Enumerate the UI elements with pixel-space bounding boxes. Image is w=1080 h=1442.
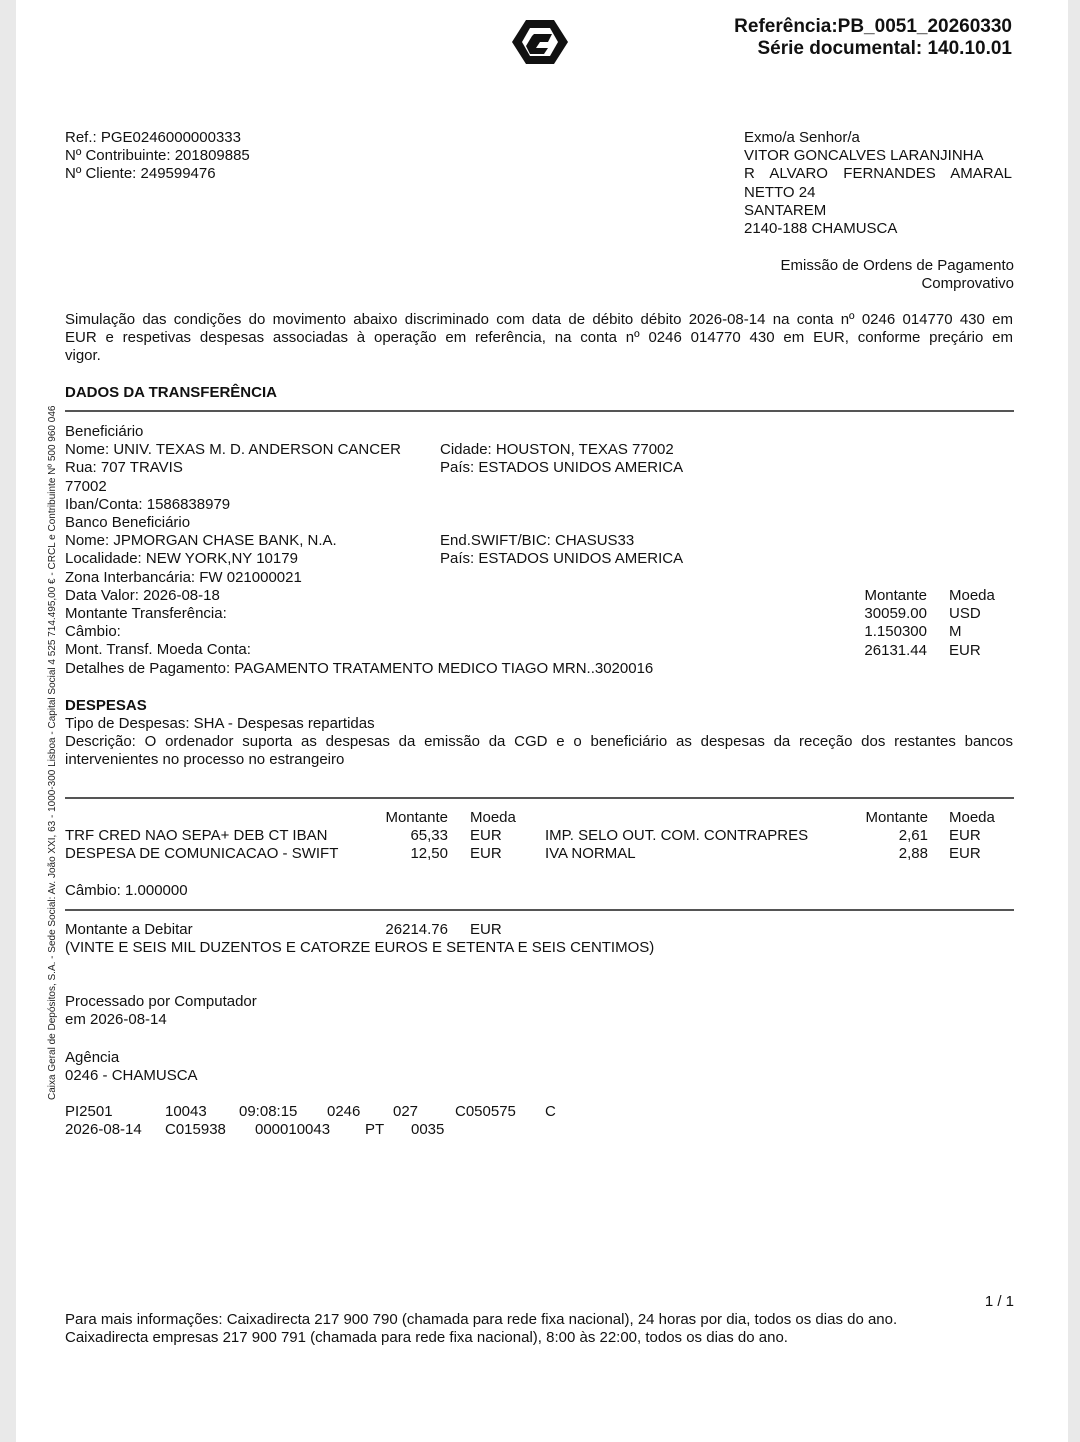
expense-currency: EUR <box>470 845 502 863</box>
expense-currency: EUR <box>949 845 981 863</box>
doc-type-line1: Emissão de Ordens de Pagamento <box>780 257 1014 274</box>
expense-row-label: TRF CRED NAO SEPA+ DEB CT IBAN <box>65 827 328 844</box>
code-cell: C <box>545 1103 556 1120</box>
expense-left-labels <box>65 827 338 863</box>
expense-amount: 12,50 <box>410 845 448 863</box>
document-type <box>781 257 1014 293</box>
transfer-section-title: DADOS DA TRANSFERÊNCIA <box>65 384 277 401</box>
recipient-city: SANTAREM <box>744 201 827 219</box>
recipient-address-line2: NETTO 24 <box>744 183 816 201</box>
debit-amount-words: (VINTE E SEIS MIL DUZENTOS E CATORZE EUROS E SETENTA E SEIS CENTIMOS) <box>65 939 655 956</box>
beneficiary-label: Beneficiário <box>65 423 144 440</box>
debit-amount: 26214.76 <box>385 921 448 938</box>
exchange-value: 1.150300 <box>864 623 927 641</box>
expense-right-labels <box>545 827 808 863</box>
beneficiary-location <box>440 441 683 477</box>
currency-header: Moeda <box>949 809 995 826</box>
expense-row-label: IVA NORMAL <box>545 845 636 863</box>
document-series: Série documental: 140.10.01 <box>757 38 1012 59</box>
company-legal-text: Caixa Geral de Depósitos, S.A. - Sede Social: Av. João XXI, 63 - 1000-300 Lisboa - Capital Social 4 525 714.495,00 € - CRCL e Contribuinte Nº 500 960 046 <box>47 405 58 1100</box>
expense-right-currencies <box>949 809 995 864</box>
bank-label: Banco Beneficiário <box>65 514 191 532</box>
beneficiary-zip: 77002 <box>65 477 107 495</box>
recipient-postal: 2140-188 CHAMUSCA <box>744 220 898 238</box>
currency-header: Moeda <box>949 587 995 604</box>
payment-details: Detalhes de Pagamento: PAGAMENTO TRATAMENTO MEDICO TIAGO MRN..3020016 <box>65 659 654 677</box>
expenses-section-title: DESPESAS <box>65 697 147 714</box>
expense-amount: 2,88 <box>898 845 928 863</box>
expense-exchange: Câmbio: 1.000000 <box>65 882 188 899</box>
debit-currency: EUR <box>470 921 502 938</box>
salutation: Exmo/a Senhor/a <box>744 129 860 146</box>
code-cell: 0035 <box>411 1121 445 1138</box>
amount-currency: USD <box>949 605 981 623</box>
cgd-logo-icon <box>512 18 568 66</box>
expense-amount: 65,33 <box>410 827 448 845</box>
bank-country: País: ESTADOS UNIDOS AMERICA <box>440 550 684 568</box>
reference-number: Referência:PB_0051_20260330 <box>734 16 1012 37</box>
currency-header: Moeda <box>470 809 516 826</box>
processing-info <box>65 993 257 1029</box>
amount-header: Montante <box>865 809 928 826</box>
beneficiary-country: País: ESTADOS UNIDOS AMERICA <box>440 459 684 477</box>
transfer-amount-column <box>820 587 927 660</box>
value-date: Data Valor: 2026-08-18 <box>65 586 220 604</box>
code-cell: C050575 <box>455 1103 516 1120</box>
divider <box>65 410 1014 412</box>
doc-type-line2: Comprovativo <box>921 275 1014 293</box>
agency-label: Agência <box>65 1049 120 1066</box>
account-value: 26131.44 <box>864 641 927 659</box>
code-cell: 10043 <box>165 1103 207 1120</box>
recipient-address <box>744 129 1012 238</box>
expense-row-label: DESPESA DE COMUNICACAO - SWIFT <box>65 845 339 863</box>
bank-swift: End.SWIFT/BIC: CHASUS33 <box>440 532 635 549</box>
debit-label: Montante a Debitar <box>65 921 193 938</box>
beneficiary-street: Rua: 707 TRAVIS <box>65 459 183 477</box>
expense-description-line2: intervenientes no processo no estrangeiro <box>65 751 345 769</box>
divider <box>65 797 1014 799</box>
processed-date: em 2026-08-14 <box>65 1011 167 1029</box>
intro-paragraph <box>65 311 1013 366</box>
intro-line2: EUR e respetivas despesas associadas à operação em referência, na conta nº 0246 014770 430 em EUR, conforme preçário em <box>65 329 1013 347</box>
cliente-line: Nº Cliente: 249599476 <box>65 165 216 183</box>
exchange-unit: M <box>949 623 962 641</box>
intro-line1: Simulação das condições do movimento abaixo discriminado com data de débito débito 2026-08-14 na conta nº 0246 014770 430 em <box>65 311 1013 328</box>
code-cell: 09:08:15 <box>239 1103 298 1120</box>
expense-description-line1: Descrição: O ordenador suporta as despesas da emissão da CGD e o beneficiário as despesas da receção dos restantes bancos <box>65 733 1013 751</box>
code-cell: 2026-08-14 <box>65 1121 142 1138</box>
expense-left-amounts <box>360 809 448 864</box>
beneficiary-name: Nome: UNIV. TEXAS M. D. ANDERSON CANCER <box>65 441 401 459</box>
beneficiary-city: Cidade: HOUSTON, TEXAS 77002 <box>440 441 674 458</box>
amount-label: Montante Transferência: <box>65 605 227 623</box>
expenses-info <box>65 715 1013 770</box>
transfer-currency-column <box>949 587 995 660</box>
bank-location <box>440 532 683 568</box>
amount-header: Montante <box>864 587 927 604</box>
page-number: 1 / 1 <box>984 1293 1014 1310</box>
code-cell: 0246 <box>327 1103 361 1120</box>
expense-left-currencies <box>470 809 516 864</box>
contribuinte-line: Nº Contribuinte: 201809885 <box>65 147 250 165</box>
divider <box>65 909 1014 911</box>
expense-type: Tipo de Despesas: SHA - Despesas repartidas <box>65 715 375 732</box>
recipient-name: VITOR GONCALVES LARANJINHA <box>744 147 984 165</box>
exchange-label: Câmbio: <box>65 623 121 641</box>
bank-locality: Localidade: NEW YORK,NY 10179 <box>65 550 298 568</box>
agency-info <box>65 1049 198 1085</box>
code-cell: C015938 <box>165 1121 226 1138</box>
expense-currency: EUR <box>949 827 981 845</box>
bank-name: Nome: JPMORGAN CHASE BANK, N.A. <box>65 532 337 550</box>
code-cell: 027 <box>393 1103 419 1120</box>
recipient-address-line1: R ALVARO FERNANDES AMARAL <box>744 165 1012 183</box>
account-amount-label: Mont. Transf. Moeda Conta: <box>65 641 251 659</box>
processed-by: Processado por Computador <box>65 993 257 1010</box>
beneficiary-iban: Iban/Conta: 1586838979 <box>65 495 231 513</box>
bank-zone: Zona Interbancária: FW 021000021 <box>65 568 302 586</box>
expense-amount: 2,61 <box>898 827 928 845</box>
amount-header: Montante <box>385 809 448 826</box>
amount-value: 30059.00 <box>864 605 927 623</box>
sender-info <box>65 129 250 184</box>
code-cell: 000010043 <box>255 1121 331 1138</box>
agency-value: 0246 - CHAMUSCA <box>65 1067 198 1085</box>
expense-currency: EUR <box>470 827 502 845</box>
code-cell: PT <box>365 1121 385 1138</box>
code-cell: PI2501 <box>65 1103 113 1120</box>
account-currency: EUR <box>949 641 981 659</box>
footer-line1: Para mais informações: Caixadirecta 217 900 790 (chamada para rede fixa nacional), 24 horas por dia, todos os dias do ano. <box>65 1311 898 1328</box>
expense-row-label: IMP. SELO OUT. COM. CONTRAPRES <box>545 827 809 844</box>
footer-line2: Caixadirecta empresas 217 900 791 (chamada para rede fixa nacional), 8:00 às 22:00, todos os dias do ano. <box>65 1329 788 1347</box>
intro-line3: vigor. <box>65 347 101 365</box>
expense-right-amounts <box>840 809 928 864</box>
footer-info <box>65 1311 897 1347</box>
ref-line: Ref.: PGE0246000000333 <box>65 129 241 146</box>
reference-header <box>734 16 1012 60</box>
